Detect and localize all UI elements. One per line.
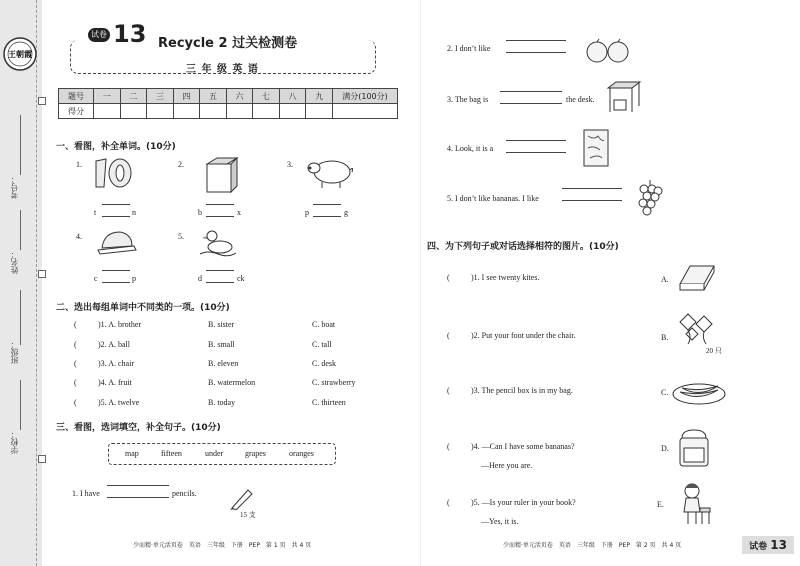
sec2-option-b: B. sister [208,320,235,329]
answer-line[interactable] [102,270,130,271]
class-line [20,290,21,345]
sec2-paren[interactable]: ( [74,398,77,407]
binding-mark [38,455,46,463]
sec4-paren[interactable]: ( [447,273,450,282]
score-row [59,104,398,119]
sec2-option-a: )4. A. fruit [98,378,132,387]
answer-line[interactable] [562,200,622,201]
sec4-option-label: D. [661,444,669,453]
score-input[interactable] [253,104,280,119]
sec1-right-2: x [237,208,241,217]
sec4-option-label: A. [661,275,669,284]
sec1-left-3: p [305,208,309,217]
sec1-num-5: 5. [178,232,184,241]
sec4-option-label: E. [657,500,664,509]
sec2-option-a: )3. A. chair [98,359,134,368]
answer-line[interactable] [206,216,234,217]
score-cell: 三 [147,89,174,104]
oranges-picture [586,38,630,64]
answer-line[interactable] [506,152,566,153]
sec3-q1-post: pencils. [172,489,197,498]
sec2-paren[interactable]: ( [74,359,77,368]
sec2-option-a: )1. A. brother [98,320,142,329]
sec2-title: 二、选出每组单词中不同类的一项。(10分) [56,303,230,313]
sec4-question: )4. —Can I have some bananas? [471,442,575,451]
girl-chair-picture [678,482,712,526]
sec1-right-4: p [132,274,136,283]
answer-line[interactable] [506,140,566,141]
sec4-title: 四、为下列句子或对话选择相符的图片。(10分) [427,242,619,252]
sec1-num-3: 3. [287,160,293,169]
binding-mark [38,270,46,278]
kites-count-label: 20 只 [706,347,722,355]
word-bank-item: under [205,449,224,458]
score-input[interactable] [333,104,398,119]
answer-line[interactable] [506,52,566,53]
exam-tag [742,536,794,554]
score-input[interactable] [120,104,147,119]
label-school: 学校： [10,430,19,454]
score-input[interactable] [279,104,306,119]
sec2-option-c: C. thirteen [312,398,346,407]
word-bank-item: grapes [245,449,266,458]
sec4-question: )3. The pencil box is in my bag. [471,386,573,395]
box-picture [205,156,239,194]
word-bank-item: oranges [289,449,314,458]
sec2-option-c: C. strawberry [312,378,356,387]
score-cell: 得分 [59,104,94,119]
sec3-title: 三、看图，选词填空，补全句子。(10分) [56,423,221,433]
sec4-question: )1. I see twenty kites. [471,273,540,282]
answer-line[interactable] [313,204,341,205]
binding-mark [38,97,46,105]
page-title: Recycle 2 过关检测卷 [158,36,298,51]
answer-line[interactable] [102,282,130,283]
schoolbag-picture [676,428,714,468]
sec2-paren[interactable]: ( [74,378,77,387]
sec4-paren[interactable]: ( [447,386,450,395]
sec3-q4-pre: 4. Look, it is a [447,144,494,153]
binding-strip [0,0,42,566]
answer-line[interactable] [107,485,169,486]
exam-tag-number: 13 [770,538,787,552]
sec1-num-4: 4. [76,232,82,241]
score-cell: 满分(100分) [333,89,398,104]
answer-line[interactable] [102,204,130,205]
footer-left: 少而精·单元活页卷 英语 三年级 下册 PEP 第 1 页 共 4 页 [133,542,312,549]
sec3-q2-pre: 2. I don’t like [447,44,491,53]
sec2-option-b: B. eleven [208,359,239,368]
answer-line[interactable] [102,216,130,217]
answer-line[interactable] [506,40,566,41]
sec4-option-label: B. [661,333,669,342]
label-name: 姓名： [10,250,19,274]
word-bank-item: map [125,449,139,458]
answer-line[interactable] [206,282,234,283]
answer-line[interactable] [562,188,622,189]
book-picture [678,262,716,292]
score-cell: 四 [173,89,200,104]
school-line [20,380,21,430]
score-cell: 题号 [59,89,94,104]
score-input[interactable] [200,104,227,119]
label-class: 班级： [10,340,19,364]
label-id: 考号： [10,175,19,199]
sec1-left-1: t [94,208,97,217]
score-header-row [59,89,398,104]
answer-line[interactable] [206,204,234,205]
score-input[interactable] [173,104,200,119]
score-cell: 八 [279,89,306,104]
publisher-logo [2,36,38,72]
sec2-option-b: B. today [208,398,236,407]
score-cell: 一 [94,89,121,104]
kites-picture [674,312,718,346]
sec4-answer: —Yes, it is. [481,517,519,526]
duck-picture [198,228,238,258]
answer-line[interactable] [206,270,234,271]
sec1-title: 一、看图，补全单词。(10分) [56,142,176,152]
score-cell: 五 [200,89,227,104]
page-divider [420,0,421,566]
sec2-paren[interactable]: ( [74,320,77,329]
word-bank-item: fifteen [161,449,182,458]
sec4-paren[interactable]: ( [447,442,450,451]
score-input[interactable] [306,104,333,119]
score-input[interactable] [147,104,174,119]
exam-badge: 试卷 [88,28,110,42]
cap-picture [94,228,138,258]
subtitle: 三 年 级 英 语 [186,64,259,75]
number-ten-picture [92,155,136,191]
pencil-picture [228,486,254,510]
svg-text:王朝霞: 王朝霞 [8,50,32,59]
sec1-num-2: 2. [178,160,184,169]
bananas-plate-picture [672,378,726,406]
sec3-q5-pre: 5. I don’t like bananas. I like [447,194,539,203]
pig-picture [306,156,356,190]
sec4-paren[interactable]: ( [447,331,450,340]
sec1-left-5: d [198,274,202,283]
exam-tag-text: 试卷 [749,542,768,552]
desk-bag-picture [606,80,642,114]
sec2-option-a: )5. A. twelve [98,398,140,407]
sec3-q3-pre: 3. The bag is [447,95,489,104]
exam-number: 13 [113,20,147,48]
sec4-paren[interactable]: ( [447,498,450,507]
sec2-paren[interactable]: ( [74,340,77,349]
sec2-option-a: )2. A. ball [98,340,130,349]
cut-line [36,0,37,566]
score-cell: 九 [306,89,333,104]
score-input[interactable] [94,104,121,119]
score-cell: 七 [253,89,280,104]
score-cell: 六 [226,89,253,104]
sec4-question: )5. —Is your ruler in your book? [471,498,576,507]
sec2-option-c: C. boat [312,320,336,329]
pencil-count-label: 15 支 [240,511,256,519]
sec2-option-c: C. tall [312,340,332,349]
sec1-num-1: 1. [76,160,82,169]
sec1-right-5: ck [237,274,245,283]
sec4-question: )2. Put your foot under the chair. [471,331,576,340]
sec4-answer: —Here you are. [481,461,533,470]
score-input[interactable] [226,104,253,119]
sec4-option-label: C. [661,388,669,397]
name-line [20,210,21,250]
sec1-left-4: c [94,274,98,283]
answer-line[interactable] [107,497,169,498]
sec1-left-2: b [198,208,202,217]
answer-line[interactable] [313,216,341,217]
score-table [58,88,398,119]
answer-line[interactable] [500,91,562,92]
sec3-q1-pre: 1. I have [72,489,100,498]
score-cell: 二 [120,89,147,104]
sec1-right-1: n [132,208,136,217]
sec1-right-3: g [344,208,348,217]
footer-right: 少而精·单元活页卷 英语 三年级 下册 PEP 第 2 页 共 4 页 [503,542,682,549]
sec2-option-b: B. small [208,340,235,349]
sec3-q3-post: the desk. [566,95,595,104]
sec2-option-b: B. watermelon [208,378,256,387]
grapes-picture [636,178,664,216]
sec2-option-c: C. desk [312,359,336,368]
answer-line[interactable] [500,103,562,104]
id-line [20,115,21,175]
map-picture [582,128,610,168]
